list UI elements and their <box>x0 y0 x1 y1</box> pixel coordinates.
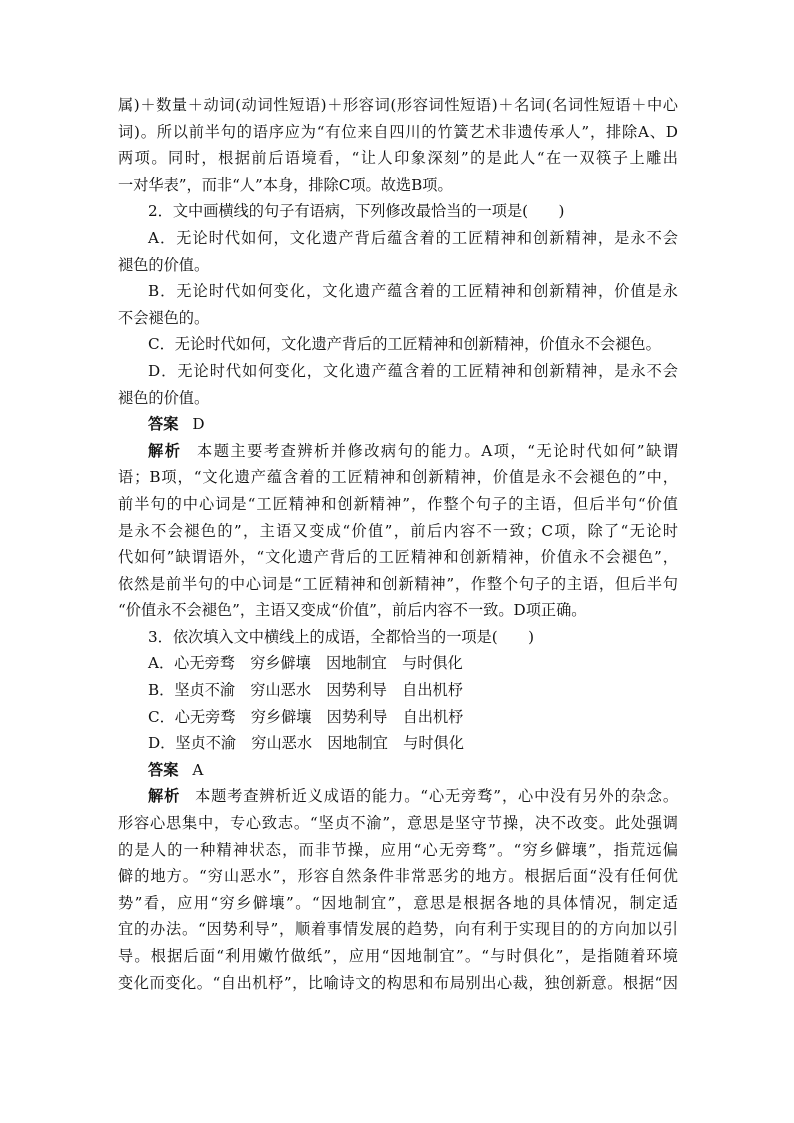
text-line <box>118 278 678 305</box>
text-line <box>118 571 678 598</box>
line-text: 褪色的价值。 <box>118 388 210 407</box>
line-text: 导。根据后面“利用嫩竹做纸”，应用“因地制宜”。“与时俱化”，是指随着环境 <box>118 947 678 965</box>
text-line <box>118 757 678 784</box>
text-line <box>118 810 678 837</box>
line-text: A．心无旁骛 穷乡僻壤 因地制宜 与时俱化 <box>148 654 463 673</box>
line-text: D <box>192 415 205 434</box>
section-label: 答案 <box>148 415 179 434</box>
text-line <box>118 172 678 199</box>
text-line <box>118 624 678 651</box>
line-text: 属)＋数量＋动词(动词性短语)＋形容词(形容词性短语)＋名词(名词性短语＋中心 <box>118 96 678 114</box>
text-line <box>118 225 678 252</box>
line-text: 3．依次填入文中横线上的成语，全都恰当的一项是( ) <box>148 627 535 646</box>
section-label: 解析 <box>148 787 181 806</box>
text-line <box>118 863 678 890</box>
text-line <box>118 890 678 917</box>
text-line <box>118 358 678 385</box>
text-line <box>118 252 678 279</box>
document-body <box>118 92 678 996</box>
line-text: 的是人的一种精神状态，而非节操，应用“心无旁骛”。“穷乡僻壤”，指荒远偏 <box>118 840 678 859</box>
text-line <box>118 916 678 943</box>
line-text: 形容心思集中，专心致志。“坚贞不渝”，意思是坚守节操，决不改变。此处强调 <box>118 814 678 833</box>
text-line <box>118 597 678 624</box>
line-text: 僻的地方。“穷山恶水”，形容自然条件非常恶劣的地方。根据后面“没有任何优 <box>118 867 678 886</box>
line-text: D．无论时代如何变化，文化遗产蕴含着的工匠精神和创新精神，是永不会 <box>148 361 678 380</box>
line-text: 是永不会褪色的”，主语又变成“价值”，前后内容不一致；C项，除了“无论时 <box>118 521 678 540</box>
text-line <box>118 518 678 545</box>
line-text: 变化而变化。“自出机杼”，比喻诗文的构思和布局别出心裁，独创新意。根据“因 <box>118 973 678 992</box>
line-text: 褪色的价值。 <box>118 255 210 274</box>
line-text: 2．文中画横线的句子有语病，下列修改最恰当的一项是( ) <box>148 202 565 221</box>
line-text: 两项。同时，根据前后语境看，“让人印象深刻”的是此人“在一双筷子上雕出 <box>118 149 678 168</box>
text-line <box>118 145 678 172</box>
text-line <box>118 943 678 970</box>
line-text: A．无论时代如何，文化遗产背后蕴含着的工匠精神和创新精神，是永不会 <box>148 228 678 247</box>
line-text: 宜的办法。“因势利导”，顺着事情发展的趋势，向有利于实现目的的方向加以引 <box>118 920 678 939</box>
line-text: C．无论时代如何，文化遗产背后的工匠精神和创新精神，价值永不会褪色。 <box>148 335 661 354</box>
line-text: D．坚贞不渝 穷山恶水 因地制宜 与时俱化 <box>148 734 464 753</box>
line-text: 前半句的中心词是“工匠精神和创新精神”，作整个句子的主语，但后半句“价值 <box>118 494 678 513</box>
text-line <box>118 704 678 731</box>
line-text: 势”看，应用“穷乡僻壤”。“因地制宜”，意思是根据各地的具体情况，制定适 <box>118 893 678 912</box>
line-text: C．心无旁骛 穷乡僻壤 因势利导 自出机杼 <box>148 707 464 726</box>
text-line <box>118 837 678 864</box>
line-text: 一对华表”，而非“人”本身，排除C项。故选B项。 <box>118 175 453 194</box>
text-line <box>118 544 678 571</box>
text-line <box>118 92 678 119</box>
text-line <box>118 970 678 997</box>
section-label: 答案 <box>148 760 179 779</box>
text-line <box>118 119 678 146</box>
text-line <box>118 730 678 757</box>
text-line <box>118 783 678 810</box>
text-line <box>118 305 678 332</box>
text-line <box>118 491 678 518</box>
line-text: 代如何”缺谓语外，“文化遗产背后的工匠精神和创新精神，价值永不会褪色”， <box>118 548 678 567</box>
text-line <box>118 464 678 491</box>
line-text: “价值永不会褪色”，主语又变成“价值”，前后内容不一致。D项正确。 <box>118 601 587 620</box>
text-line <box>118 331 678 358</box>
text-line <box>118 198 678 225</box>
section-label: 解析 <box>148 441 182 460</box>
line-text: 本题考查辨析近义成语的能力。“心无旁骛”，心中没有另外的杂念。 <box>194 787 678 806</box>
text-line <box>118 677 678 704</box>
text-line <box>118 385 678 412</box>
line-text: 词)。所以前半句的语序应为“有位来自四川的竹簧艺术非遗传承人”，排除A、D <box>118 122 678 141</box>
line-text: 本题主要考查辨析并修改病句的能力。A项，“无论时代如何”缺谓 <box>195 441 678 460</box>
line-text: B．坚贞不渝 穷山恶水 因势利导 自出机杼 <box>148 681 463 700</box>
line-text: 不会褪色的。 <box>118 308 210 327</box>
line-text: B．无论时代如何变化，文化遗产蕴含着的工匠精神和创新精神，价值是永 <box>148 282 678 301</box>
text-line <box>118 650 678 677</box>
text-line <box>118 438 678 465</box>
text-line <box>118 411 678 438</box>
line-text: 语；B项，“文化遗产蕴含着的工匠精神和创新精神，价值是永不会褪色的”中， <box>118 468 678 487</box>
line-text: 依然是前半句的中心词是“工匠精神和创新精神”，作整个句子的主语，但后半句 <box>118 574 678 593</box>
line-text: A <box>192 760 204 779</box>
